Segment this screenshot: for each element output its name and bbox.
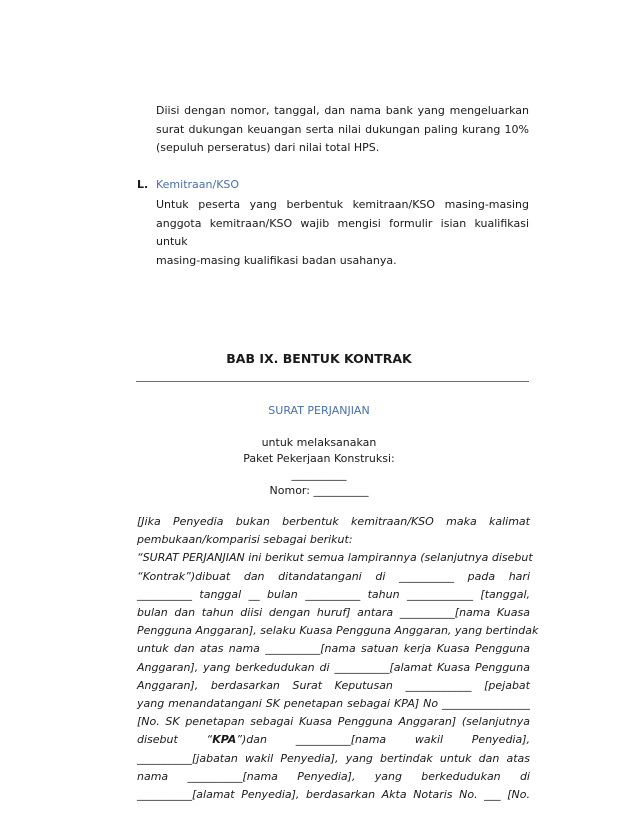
body-line: yang menandatangani SK penetapan sebagai KPA] No ________________ — [137, 697, 530, 711]
body-line: pembukaan/komparisi sebagai berikut: — [137, 533, 353, 547]
chapter-title: BAB IX. BENTUK KONTRAK — [226, 351, 412, 366]
intro-line: (sepuluh perseratus) dari nilai total HPS. — [156, 141, 380, 154]
body-line: “Kontrak”)dibuat dan ditandatangani di __________ pada hari — [137, 569, 530, 583]
section-line: anggota kemitraan/KSO wajib mengisi formulir isian kualifikasi untuk — [156, 216, 529, 248]
body-line: __________[jabatan wakil Penyedia], yang bertindak untuk dan atas — [137, 751, 530, 765]
contract-title: SURAT PERJANJIAN — [268, 404, 370, 417]
intro-line: surat dukungan keuangan serta nilai dukungan paling kurang 10% — [156, 122, 529, 136]
body-line: “SURAT PERJANJIAN ini berikut semua lampirannya (selanjutnya disebut — [137, 551, 533, 565]
kpa-bold: KPA — [212, 733, 237, 747]
body-line: nama __________[nama Penyedia], yang berkedudukan di — [137, 769, 530, 783]
body-line-kpa — [137, 731, 530, 749]
section-line: Untuk peserta yang berbentuk kemitraan/KSO masing-masing — [156, 198, 529, 211]
contract-body — [137, 513, 539, 804]
contract-number-line: Nomor: __________ — [269, 484, 369, 497]
chapter-divider — [136, 381, 529, 382]
contract-subtitle-line: untuk melaksanakan — [261, 436, 377, 449]
section-line: masing-masing kualifikasi badan usahanya. — [156, 253, 397, 267]
body-line: __________ tanggal __ bulan __________ tahun ____________ [tanggal, — [137, 587, 530, 601]
body-line: Anggaran], yang berkedudukan di __________[alamat Kuasa Pengguna — [137, 660, 530, 674]
section-title: Kemitraan/KSO — [156, 178, 240, 191]
section-paragraph — [156, 196, 529, 270]
intro-paragraph — [156, 102, 529, 158]
intro-line: Diisi dengan nomor, tanggal, dan nama bank yang mengeluarkan — [156, 104, 529, 117]
kpa-after: ”)dan __________[nama wakil Penyedia], — [236, 733, 531, 747]
body-line: bulan dan tahun diisi dengan huruf] antara __________[nama Kuasa — [137, 606, 530, 620]
body-line: [Jika Penyedia bukan berbentuk kemitraan/KSO maka kalimat — [137, 515, 530, 528]
kpa-before: disebut “ — [137, 733, 213, 747]
section-letter: L. — [137, 178, 149, 191]
body-line: [No. SK penetapan sebagai Kuasa Pengguna Anggaran] (selanjutnya — [137, 715, 530, 729]
contract-subtitle-line: Paket Pekerjaan Konstruksi: — [243, 452, 395, 465]
body-line: Pengguna Anggaran], selaku Kuasa Pengguna Anggaran, yang bertindak — [137, 624, 539, 638]
contract-subtitle-line: __________ — [291, 468, 347, 481]
contract-subtitle-block — [0, 435, 638, 499]
body-line: Anggaran], berdasarkan Surat Keputusan ____________ [pejabat — [137, 678, 530, 692]
body-line: untuk dan atas nama __________[nama satuan kerja Kuasa Pengguna — [137, 642, 530, 656]
body-line: __________[alamat Penyedia], berdasarkan Akta Notaris No. ___ [No. — [137, 788, 530, 802]
